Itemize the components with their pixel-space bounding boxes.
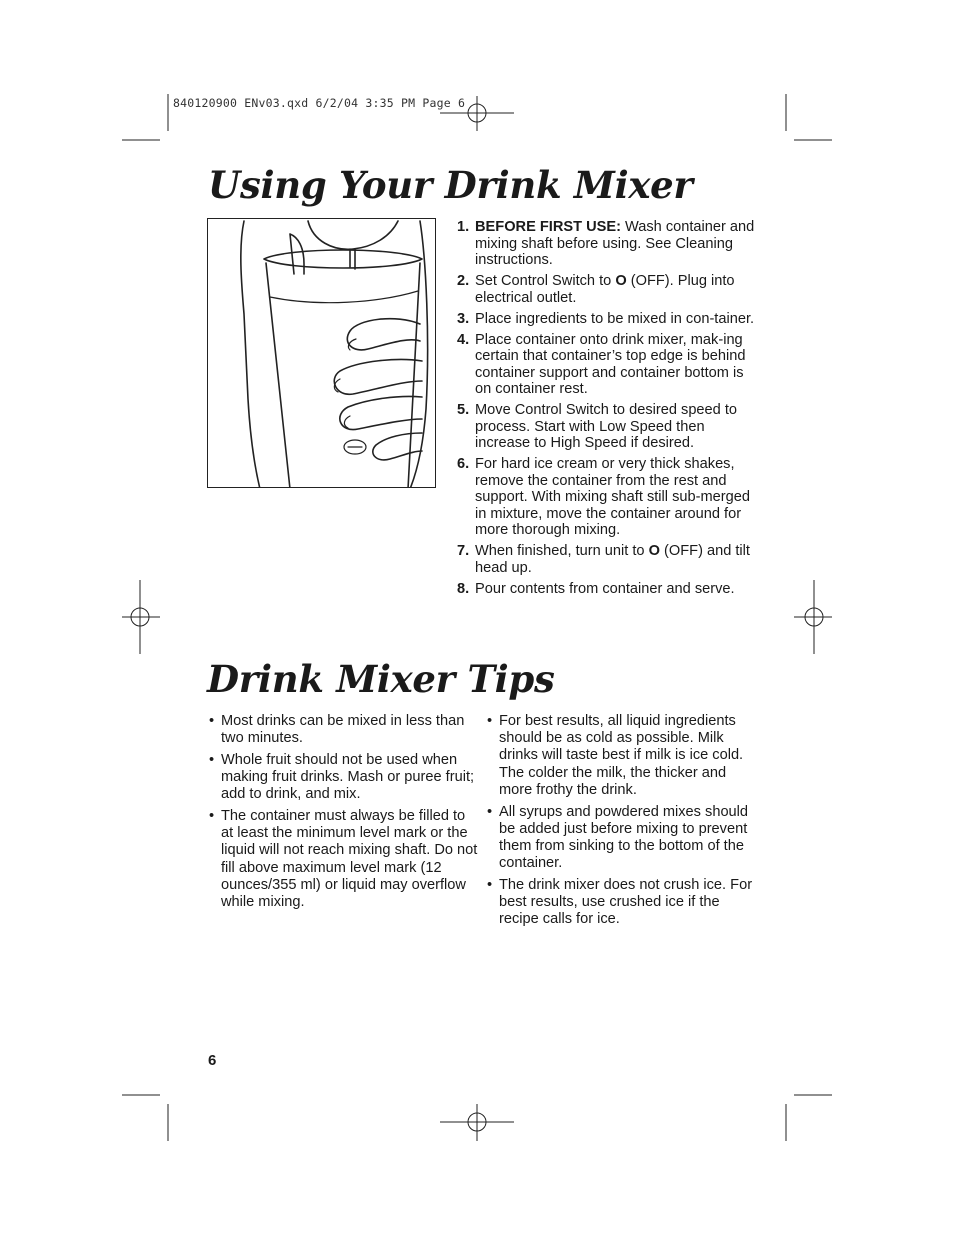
- tips-right-column: [487, 713, 757, 933]
- instruction-step: [457, 402, 757, 452]
- container-fill-line: [270, 291, 418, 303]
- step-text: Pour contents from container and serve.: [475, 580, 735, 597]
- step-number: 6.: [457, 456, 470, 472]
- section-title-tips: Drink Mixer Tips: [207, 657, 555, 701]
- step-body: Set Control Switch to: [475, 273, 616, 289]
- hand-finger: [347, 319, 420, 350]
- instruction-step: [457, 311, 757, 328]
- instruction-step: [457, 581, 757, 598]
- registration-mark-left: [122, 580, 160, 654]
- tips-left-column: [209, 713, 479, 916]
- tip-text: Whole fruit should not be used when making fruit drinks. Mash or puree fruit; add to drink, and mix.: [221, 751, 475, 803]
- step-body: Wash container and mixing shaft before using. See Cleaning instructions.: [475, 219, 755, 268]
- drink-mixer-illustration: [207, 218, 436, 488]
- container-support: [290, 234, 304, 274]
- off-symbol: O: [615, 273, 627, 289]
- bullet-icon: •: [487, 803, 493, 820]
- bullet-icon: •: [209, 713, 215, 729]
- instruction-step: [457, 543, 757, 576]
- step-text: Move Control Switch to desired speed to process. Start with Low Speed then increase to High Speed if desired.: [475, 402, 738, 451]
- step-text: [475, 219, 757, 269]
- step-number: 5.: [457, 402, 470, 418]
- instruction-step: [457, 219, 757, 269]
- registration-mark-bottom: [440, 1104, 514, 1141]
- instruction-step: [457, 332, 757, 398]
- step-number: 4.: [457, 331, 470, 348]
- bullet-icon: •: [487, 876, 493, 893]
- step-text: Place container onto drink mixer, mak-ing certain that container’s top edge is behind container support and container bottom is on container rest.: [475, 331, 746, 397]
- hand-finger: [334, 359, 422, 394]
- tip-text: All syrups and powdered mixes should be added just before mixing to prevent them from sinking to the bottom of the container.: [499, 803, 749, 872]
- step-lead: BEFORE FIRST USE:: [475, 219, 621, 235]
- container-rim: [264, 250, 422, 268]
- step-body: (OFF). Plug into electrical outlet.: [475, 273, 735, 306]
- step-text: [475, 543, 757, 576]
- step-text: [475, 273, 757, 306]
- mixer-drawing: [208, 219, 436, 488]
- mixer-stand-outline: [241, 221, 260, 488]
- step-body: When finished, turn unit to: [475, 543, 649, 559]
- registration-mark-top: [440, 96, 514, 131]
- page-number: 6: [208, 1052, 217, 1069]
- step-number: 7.: [457, 543, 470, 559]
- step-number: 3.: [457, 310, 470, 327]
- instruction-steps: [457, 219, 757, 602]
- instruction-step: [457, 456, 757, 539]
- bullet-icon: •: [487, 713, 493, 729]
- step-number: 1.: [457, 219, 470, 235]
- tip-item: [487, 713, 757, 799]
- registration-mark-right: [794, 580, 832, 654]
- step-number: 2.: [457, 273, 470, 289]
- instruction-step: [457, 273, 757, 306]
- section-title-using: Using Your Drink Mixer: [208, 163, 693, 207]
- step-text: For hard ice cream or very thick shakes, remove the container from the rest and support. With mixing shaft still sub-merged in mixture, move the container around for more thorough mixing.: [475, 456, 750, 538]
- bullet-icon: •: [209, 751, 215, 768]
- tip-text: The container must always be filled to at least the minimum level mark or the liquid will not reach mixing shaft. Do not fill above maximum level mark (12 ounces/355 ml) or liquid may overflow while mixing.: [221, 808, 478, 911]
- hand-finger: [340, 396, 422, 429]
- tip-item: [209, 713, 479, 747]
- tip-item: [487, 877, 757, 929]
- print-slug: 840120900 ENv03.qxd 6/2/04 3:35 PM Page 6: [173, 96, 466, 110]
- step-body: (OFF) and tilt head up.: [475, 543, 750, 576]
- step-text: Place ingredients to be mixed in con-tainer.: [475, 310, 755, 327]
- mixer-head: [308, 221, 398, 249]
- tip-item: [487, 804, 757, 873]
- hand-finger: [373, 433, 422, 460]
- off-symbol: O: [648, 543, 660, 559]
- bullet-icon: •: [209, 808, 215, 825]
- tip-item: [209, 808, 479, 911]
- tip-text: For best results, all liquid ingredients should be as cold as possible. Milk drinks will taste best if milk is ice cold. The colder the milk, the thicker and more frothy the drink.: [499, 713, 744, 798]
- tip-item: [209, 752, 479, 804]
- step-number: 8.: [457, 580, 470, 597]
- tip-text: Most drinks can be mixed in less than two minutes.: [221, 713, 465, 747]
- tip-text: The drink mixer does not crush ice. For best results, use crushed ice if the recipe calls for ice.: [499, 876, 753, 928]
